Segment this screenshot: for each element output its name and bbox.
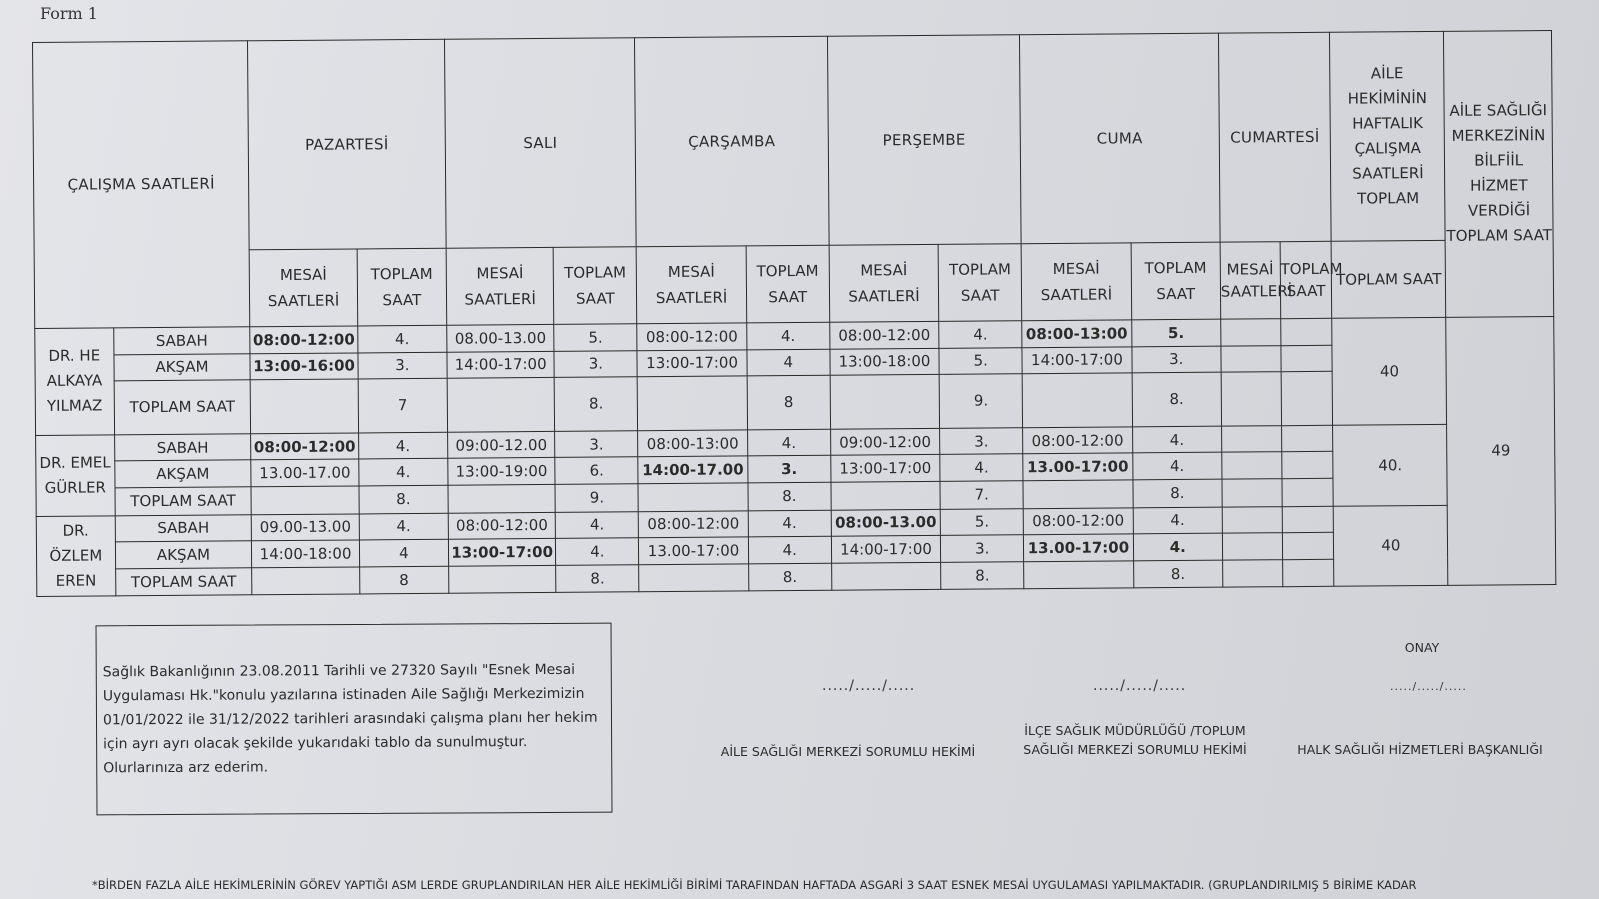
day-total-value: 8. (941, 562, 1024, 590)
day-count-value: 4. (556, 511, 639, 538)
day-header-friday: CUMA (1020, 33, 1220, 244)
shift-label-toplam: TOPLAM SAAT (115, 487, 252, 515)
day-hours-value: 14:00-17:00 (1022, 347, 1132, 374)
day-hours-value: 08.00-13.00 (447, 324, 555, 352)
day-mesai-cell (1023, 480, 1133, 508)
day-count-value: 3. (555, 431, 638, 458)
day-mesai-cell (250, 379, 358, 434)
day-total-value: 8 (747, 375, 830, 430)
day-count-value (1281, 345, 1333, 372)
weekly-total-header: AİLE HEKİMİNİN HAFTALIK ÇALIŞMA SAATLERİ TOPLAM (1330, 31, 1445, 241)
day-hours-value: 14:00-18:00 (252, 540, 360, 568)
day-hours-value: 08:00-12:00 (638, 510, 748, 537)
day-total-value: 8. (748, 483, 831, 511)
day-header-wednesday: ÇARŞAMBA (635, 36, 829, 247)
day-count-value (1281, 425, 1333, 452)
day-hours-value: 08:00-12:00 (1023, 507, 1133, 534)
day-hours-value: 13:00-16:00 (250, 353, 358, 380)
day-hours-value: 08:00-13.00 (831, 509, 941, 536)
ilce-signature-title-line2: SAĞLIĞI MERKEZİ SORUMLU HEKİMİ (1023, 742, 1247, 757)
subheader-toplam: TOPLAM SAAT (1131, 242, 1221, 319)
day-mesai-cell (831, 482, 941, 510)
day-header-tuesday: SALI (444, 38, 636, 249)
day-count-value: 4. (358, 432, 447, 459)
day-count-value: 3. (748, 455, 831, 483)
day-hours-value (1220, 318, 1280, 346)
shift-label-sabah: SABAH (114, 434, 251, 461)
day-total-value: 8. (556, 565, 639, 593)
day-count-value: 4. (359, 458, 448, 486)
subheader-weekly-total: TOPLAM SAAT (1332, 241, 1446, 318)
subheader-mesai: MESAİ SAATLERİ (829, 245, 939, 322)
day-hours-value: 13.00-17.00 (251, 459, 359, 487)
day-count-value: 4. (748, 510, 831, 537)
day-count-value: 3. (358, 352, 447, 379)
date-placeholder-asm: ...../...../..... (822, 678, 916, 694)
day-total-value (1282, 479, 1334, 507)
day-count-value: 4. (358, 325, 447, 353)
day-mesai-cell (252, 567, 360, 595)
day-hours-value: 08:00-12:00 (250, 325, 358, 353)
day-count-value (1281, 452, 1333, 480)
subheader-mesai: MESAİ SAATLERİ (249, 249, 357, 326)
day-count-value: 4. (1132, 426, 1221, 453)
shift-label-sabah: SABAH (115, 514, 252, 541)
day-total-value (1282, 559, 1334, 587)
subheader-toplam: TOPLAM SAAT (554, 247, 637, 324)
subheader-toplam: TOPLAM SAAT (357, 248, 447, 325)
day-hours-value: 09.00-13.00 (251, 513, 359, 540)
day-hours-value: 13:00-18:00 (830, 348, 940, 375)
day-total-value: 8. (1133, 560, 1222, 588)
day-count-value: 5. (1131, 319, 1220, 347)
doctor-name: DR. HE ALKAYA YILMAZ (35, 327, 114, 435)
subheader-toplam-saturday: TOPLAM SAAT (1280, 241, 1332, 318)
day-mesai-cell (830, 374, 940, 429)
day-hours-value (1221, 452, 1281, 480)
day-count-value: 5. (554, 323, 637, 351)
day-total-value: 7. (940, 481, 1023, 509)
day-hours-value (1222, 506, 1282, 533)
doctor-name: DR. ÖZLEM EREN (36, 515, 115, 596)
day-hours-value: 08:00-12:00 (1023, 427, 1133, 454)
working-hours-header: ÇALIŞMA SAATLERİ (33, 41, 250, 328)
day-hours-value: 14:00-17.00 (638, 456, 748, 484)
subheader-toplam: TOPLAM SAAT (938, 244, 1021, 321)
day-count-value: 4. (1133, 533, 1222, 561)
day-header-thursday: PERŞEMBE (827, 35, 1021, 246)
doctor-weekly-total: 40 (1332, 317, 1447, 425)
day-total-value: 8. (1133, 480, 1222, 508)
shift-label-toplam: TOPLAM SAAT (115, 568, 252, 596)
day-hours-value: 14:00-17:00 (447, 351, 555, 378)
day-mesai-cell (1221, 372, 1281, 427)
subheader-toplam: TOPLAM SAAT (746, 245, 829, 322)
day-count-value: 3. (940, 428, 1023, 455)
day-count-value: 4. (556, 537, 639, 565)
subheader-mesai: MESAİ SAATLERİ (636, 246, 746, 323)
form-label: Form 1 (40, 4, 98, 23)
day-count-value: 4 (747, 349, 830, 376)
day-mesai-cell (447, 377, 555, 432)
day-mesai-cell (1222, 479, 1282, 507)
day-mesai-cell (251, 486, 359, 514)
day-count-value: 4. (1132, 452, 1221, 480)
day-hours-value: 08:00-13:00 (1022, 319, 1132, 347)
day-total-value: 8. (1132, 372, 1221, 427)
day-hours-value: 08:00-12:00 (251, 433, 359, 460)
center-total-value: 49 (1446, 316, 1556, 585)
asm-signature-title: AİLE SAĞLIĞI MERKEZİ SORUMLU HEKİMİ (720, 744, 976, 759)
doctor-name: DR. EMEL GÜRLER (36, 435, 115, 516)
day-count-value (1280, 318, 1332, 346)
day-total-value: 9. (939, 374, 1022, 429)
day-count-value: 5. (939, 347, 1022, 374)
shift-label-toplam: TOPLAM SAAT (114, 380, 251, 435)
day-count-value: 4. (747, 429, 830, 456)
day-count-value: 4 (359, 539, 448, 567)
day-total-value: 8. (555, 377, 638, 432)
day-mesai-cell (639, 564, 749, 592)
day-count-value: 3. (1132, 346, 1221, 373)
shift-label-aksam: AKŞAM (114, 460, 251, 488)
day-hours-value: 13.00-17:00 (1023, 534, 1133, 562)
day-hours-value: 08:00-12:00 (637, 322, 747, 350)
day-header-monday: PAZARTESİ (248, 39, 446, 250)
day-hours-value (1221, 426, 1281, 453)
day-total-value: 8. (748, 563, 831, 591)
hsh-signature-title: HALK SAĞLIĞI HİZMETLERİ BAŞKANLIĞI (1297, 742, 1543, 757)
date-placeholder-hsh: ...../...../..... (1390, 680, 1467, 693)
day-count-value: 4. (748, 536, 831, 564)
day-count-value: 5. (940, 508, 1023, 535)
day-hours-value: 08:00-12:00 (448, 512, 556, 539)
day-hours-value: 13.00-17:00 (639, 537, 749, 565)
day-count-value (1282, 532, 1334, 560)
day-count-value: 3. (554, 350, 637, 377)
center-total-header: AİLE SAĞLIĞI MERKEZİNİN BİLFİİL HİZMET VERDİĞİ TOPLAM SAAT (1444, 31, 1554, 317)
day-hours-value: 13.00-17:00 (1023, 453, 1133, 481)
day-count-value (1282, 506, 1334, 533)
day-total-value: 7 (358, 378, 447, 433)
day-hours-value (1221, 345, 1281, 372)
day-mesai-cell (448, 565, 556, 593)
day-mesai-cell (1222, 559, 1282, 587)
day-total-value: 8 (359, 566, 448, 594)
day-hours-value: 13:00-19:00 (448, 458, 556, 486)
day-mesai-cell (1022, 373, 1132, 428)
day-hours-value: 09:00-12:00 (830, 428, 940, 455)
approval-label: ONAY (1404, 640, 1440, 655)
schedule-table (32, 30, 1556, 597)
day-mesai-cell (448, 485, 556, 513)
shift-label-aksam: AKŞAM (115, 540, 252, 568)
shift-label-aksam: AKŞAM (114, 353, 251, 380)
day-hours-value: 14:00-17:00 (831, 535, 941, 563)
subheader-mesai-saturday: MESAİ SAATLERİ (1220, 242, 1281, 319)
doctor-weekly-total: 40. (1333, 424, 1447, 505)
ilce-signature-title-line1: İLÇE SAĞLIK MÜDÜRLÜĞÜ /TOPLUM (1024, 723, 1246, 738)
day-count-value: 4. (747, 322, 830, 350)
day-count-value: 6. (555, 457, 638, 485)
day-mesai-cell (831, 562, 941, 590)
subheader-mesai: MESAİ SAATLERİ (1021, 243, 1131, 320)
shift-label-sabah: SABAH (113, 326, 250, 354)
date-placeholder-ilce: ...../...../..... (1093, 678, 1187, 694)
day-hours-value: 13:00-17:00 (637, 350, 747, 377)
day-total-value (1281, 371, 1333, 426)
day-total-value: 9. (555, 484, 638, 512)
request-note-box (96, 623, 613, 816)
request-note-text: Sağlık Bakanlığının 23.08.2011 Tarihli ve 27320 Sayılı "Esnek Mesai Uygulaması Hk."konulu yazılarına istinaden Aile Sağlığı Merkezimizin 01/01/2022 ile 31/12/2022 tarihleri arasındaki çalışma planı her hekim için ayrı ayrı olacak şekilde yukarıdaki tablo da sunulmuştur. Olurlarınıza arz ederim. (102, 661, 598, 777)
day-mesai-cell (637, 376, 747, 431)
day-hours-value: 08:00-12:00 (829, 321, 939, 349)
day-count-value: 4. (939, 320, 1022, 348)
day-mesai-cell (1024, 561, 1134, 589)
day-header-saturday: CUMARTESİ (1218, 32, 1331, 242)
day-hours-value: 08:00-13:00 (638, 430, 748, 457)
doctor-weekly-total: 40 (1334, 505, 1448, 586)
day-hours-value (1222, 532, 1282, 560)
day-mesai-cell (638, 483, 748, 511)
day-count-value: 4. (1133, 507, 1222, 534)
day-hours-value: 13:00-17:00 (448, 538, 556, 566)
day-count-value: 4. (940, 454, 1023, 482)
footer-note: *BİRDEN FAZLA AİLE HEKİMLERİNİN GÖREV YAPTIĞI ASM LERDE GRUPLANDIRILAN HER AİLE HEKİMLİĞİ BİRİMİ TARAFINDAN HAFTADA ASGARİ 3 SAAT ESNEK MESAİ UYGULAMASI YAPILMAKTADIR. (GRUPLANDIRILMIŞ 5 BİRİME KADAR (92, 878, 1417, 892)
day-count-value: 3. (941, 534, 1024, 562)
day-total-value: 8. (359, 486, 448, 514)
day-hours-value: 09:00-12.00 (447, 431, 555, 458)
day-count-value: 4. (359, 513, 448, 540)
subheader-mesai: MESAİ SAATLERİ (446, 248, 554, 325)
day-hours-value: 13:00-17:00 (830, 455, 940, 483)
